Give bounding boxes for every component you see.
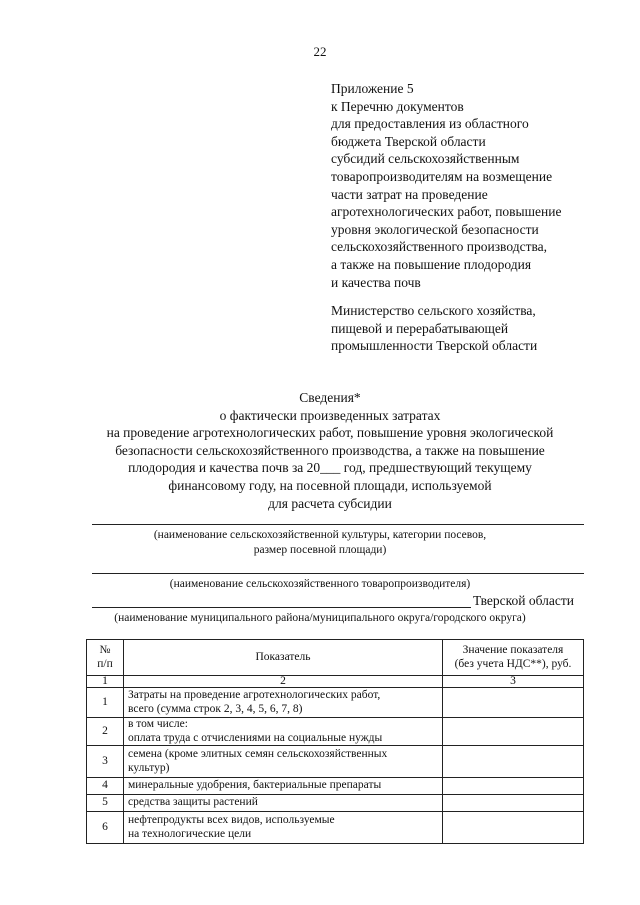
- title-line: плодородия и качества почв за 20___ год, предшествующий текущему: [128, 460, 532, 476]
- header-num-line: п/п: [97, 657, 113, 670]
- row-num-cell: 1: [87, 688, 124, 718]
- row-label-line: в том числе:: [128, 718, 188, 730]
- ministry-line: промышленности Тверской области: [331, 338, 538, 354]
- appendix-line: субсидий сельскохозяйственным: [331, 151, 520, 167]
- region-suffix: Тверской области: [473, 593, 574, 608]
- header-value-line: Значение показателя: [462, 644, 564, 656]
- ministry-block: [331, 302, 537, 355]
- row-label-line: Затраты на проведение агротехнологических работ,: [128, 689, 381, 701]
- municipality-fill-line: [92, 607, 471, 608]
- row-num-cell: 3: [87, 746, 124, 778]
- ministry-line: пищевой и перерабатывающей: [331, 320, 509, 336]
- row-label-line: культур): [128, 761, 170, 774]
- appendix-line: для предоставления из областного: [331, 116, 529, 132]
- crop-fill-line: [92, 524, 584, 525]
- row-value-cell[interactable]: [443, 688, 584, 718]
- appendix-line: Приложение 5: [331, 81, 414, 96]
- row-label-cell: [124, 795, 443, 812]
- row-label-line: на технологические цели: [128, 827, 252, 840]
- row-num-cell: 4: [87, 778, 124, 795]
- municipality-caption: (наименование муниципального района/муниципального округа/городского округа): [114, 612, 526, 624]
- row-label-line: минеральные удобрения, бактериальные препараты: [128, 779, 382, 792]
- appendix-line: сельскохозяйственного производства,: [331, 239, 548, 255]
- crop-caption: [0, 528, 640, 557]
- row-value-cell[interactable]: [443, 795, 584, 812]
- producer-caption: (наименование сельскохозяйственного товаропроизводителя): [169, 578, 471, 590]
- appendix-line: агротехнологических работ, повышение: [331, 204, 562, 220]
- table-row: [87, 718, 584, 746]
- table-row: [87, 778, 584, 795]
- title-line: для расчета субсидии: [268, 495, 392, 511]
- index-cell: 3: [443, 676, 584, 688]
- appendix-line: и качества почв: [331, 274, 421, 290]
- title-line: на проведение агротехнологических работ, повышение уровня экологической: [106, 425, 554, 441]
- row-label-line: семена (кроме элитных семян сельскохозяйственных: [128, 748, 388, 760]
- table-index-row: [87, 676, 584, 688]
- appendix-line: а также на повышение плодородия: [331, 256, 532, 272]
- row-label-cell: [124, 812, 443, 844]
- row-label-cell: [124, 718, 443, 746]
- row-label-cell: [124, 778, 443, 795]
- index-cell: 2: [124, 676, 443, 688]
- header-value-cell: [443, 640, 584, 676]
- row-num-cell: 6: [87, 812, 124, 844]
- table-header-row: [87, 640, 584, 676]
- producer-fill-line: [92, 573, 584, 574]
- header-num-line: №: [99, 644, 111, 656]
- appendix-line: части затрат на проведение: [331, 186, 488, 202]
- row-value-cell[interactable]: [443, 718, 584, 746]
- crop-caption-line: размер посевной площади): [253, 543, 387, 556]
- index-cell: 1: [87, 676, 124, 688]
- row-value-cell[interactable]: [443, 812, 584, 844]
- appendix-line: к Перечню документов: [331, 98, 464, 114]
- appendix-line: товаропроизводителям на возмещение: [331, 168, 553, 184]
- title-line: безопасности сельскохозяйственного производства, а также на повышение: [115, 442, 545, 458]
- title-line: о фактически произведенных затратах: [219, 407, 441, 423]
- costs-table: [86, 639, 584, 844]
- page-number: 22: [313, 44, 327, 59]
- title-line: Сведения*: [299, 390, 361, 405]
- appendix-line: уровня экологической безопасности: [331, 221, 539, 237]
- row-label-line: нефтепродукты всех видов, используемые: [128, 814, 335, 826]
- row-value-cell[interactable]: [443, 778, 584, 795]
- row-label-line: всего (сумма строк 2, 3, 4, 5, 6, 7, 8): [128, 702, 303, 715]
- title-line: финансовому году, на посевной площади, используемой: [168, 477, 492, 493]
- row-label-cell: [124, 688, 443, 718]
- row-label-cell: [124, 746, 443, 778]
- row-label-line: средства защиты растений: [128, 796, 258, 809]
- row-num-cell: 5: [87, 795, 124, 812]
- row-label-line: оплата труда с отчислениями на социальные нужды: [128, 731, 383, 744]
- crop-caption-line: (наименование сельскохозяйственной культуры, категории посевов,: [153, 529, 487, 541]
- row-value-cell[interactable]: [443, 746, 584, 778]
- document-title: [60, 389, 600, 512]
- table-row: [87, 746, 584, 778]
- ministry-line: Министерство сельского хозяйства,: [331, 303, 536, 318]
- appendix-block: [331, 80, 561, 291]
- table-row: [87, 688, 584, 718]
- table-row: [87, 812, 584, 844]
- header-num-cell: [87, 640, 124, 676]
- row-num-cell: 2: [87, 718, 124, 746]
- header-value-line: (без учета НДС**), руб.: [454, 657, 572, 670]
- appendix-line: бюджета Тверской области: [331, 133, 486, 149]
- header-indicator-cell: Показатель: [124, 640, 443, 676]
- table-row: [87, 795, 584, 812]
